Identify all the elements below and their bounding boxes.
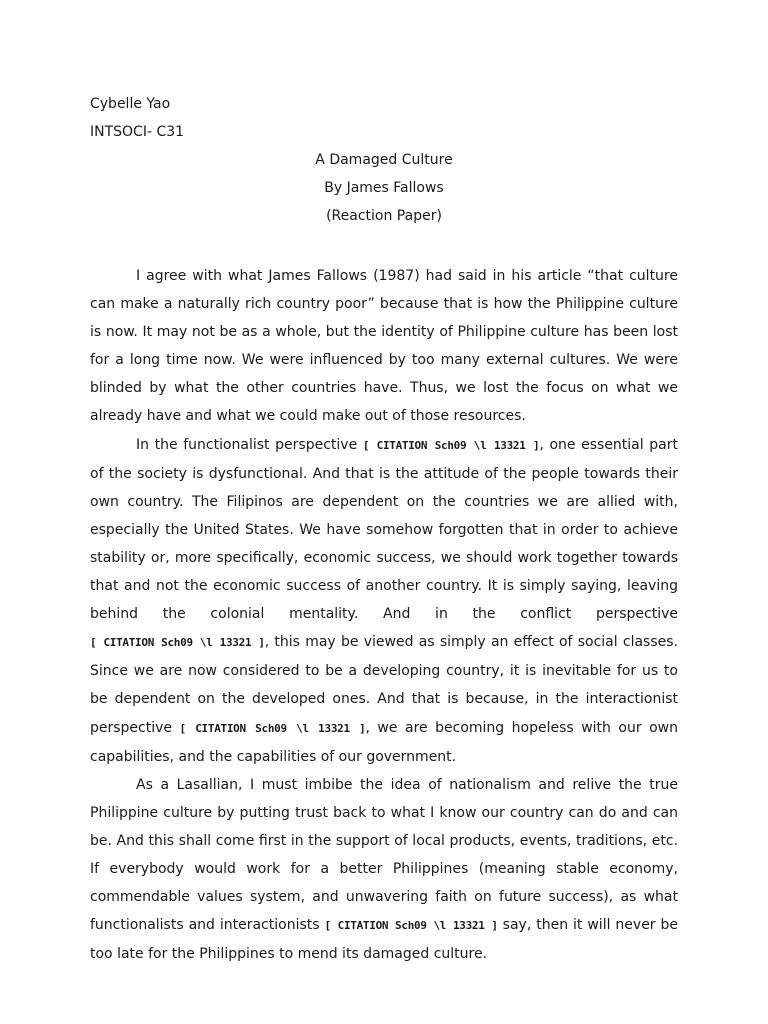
paragraph-2-text-a: In the functionalist perspective [136,436,363,453]
citation-field: [ CITATION Sch09 \l 13321 ] [179,721,366,735]
paragraph-3-text-b: say, then it will never be too late for the Philippines to mend its damaged culture. [90,917,679,963]
paper-title: A Damaged Culture [315,152,453,168]
body-text [90,262,678,968]
paper-byline: By James Fallows [324,180,444,196]
citation-field: [ CITATION Sch09 \l 13321 ] [362,438,540,452]
paragraph-2-text-c: , this may be viewed as simply an effect of social classes. Since we are now considered to be a developing country, it is inevitable for us to be dependent on the developed ones. And that is because, in the interactionist perspective [90,634,678,736]
citation-field: [ CITATION Sch09 \l 13321 ] [90,636,265,650]
citation-field: [ CITATION Sch09 \l 13321 ] [324,919,498,933]
paragraph-1: I agree with what James Fallows (1987) had said in his article “that culture can make a naturally rich country poor” because that is how the Philippine culture is now. It may not be as a whole, but the identity of Philippine culture has been lost for a long time now. We were influenced by too many external cultures. We were blinded by what the other countries have. Thus, we lost the focus on what we already have and what we could make out of those resources. [90,268,678,425]
paragraph-3 [90,771,678,969]
author-name: Cybelle Yao [90,96,171,112]
paper-subtitle: (Reaction Paper) [326,208,442,224]
paragraph-2-text-b: , one essential part of the society is dysfunctional. And that is the attitude of the people towards their own country. The Filipinos are dependent on the countries we are allied with, especially the United States. We have somehow forgotten that in order to achieve stability or, more specifically, economic success, we should work together towards that and not the economic success of another country. It is simply saying, leaving behind the colonial mentality. And in the conflict perspective [90,436,678,623]
paragraph-2-text-d: , we are becoming hopeless with our own capabilities, and the capabilities of our government. [90,719,678,765]
paragraph-2 [90,431,678,771]
paragraph-3-text-a: As a Lasallian, I must imbibe the idea of nationalism and relive the true Philippine culture by putting trust back to what I know our country can do and can be. And this shall come first in the support of local products, events, traditions, etc. If everybody would work for a better Philippines (meaning stable economy, commendable values system, and unwavering faith on future success), as what functionalists and interactionists [90,776,678,934]
course-code: INTSOCI- C31 [90,124,185,140]
